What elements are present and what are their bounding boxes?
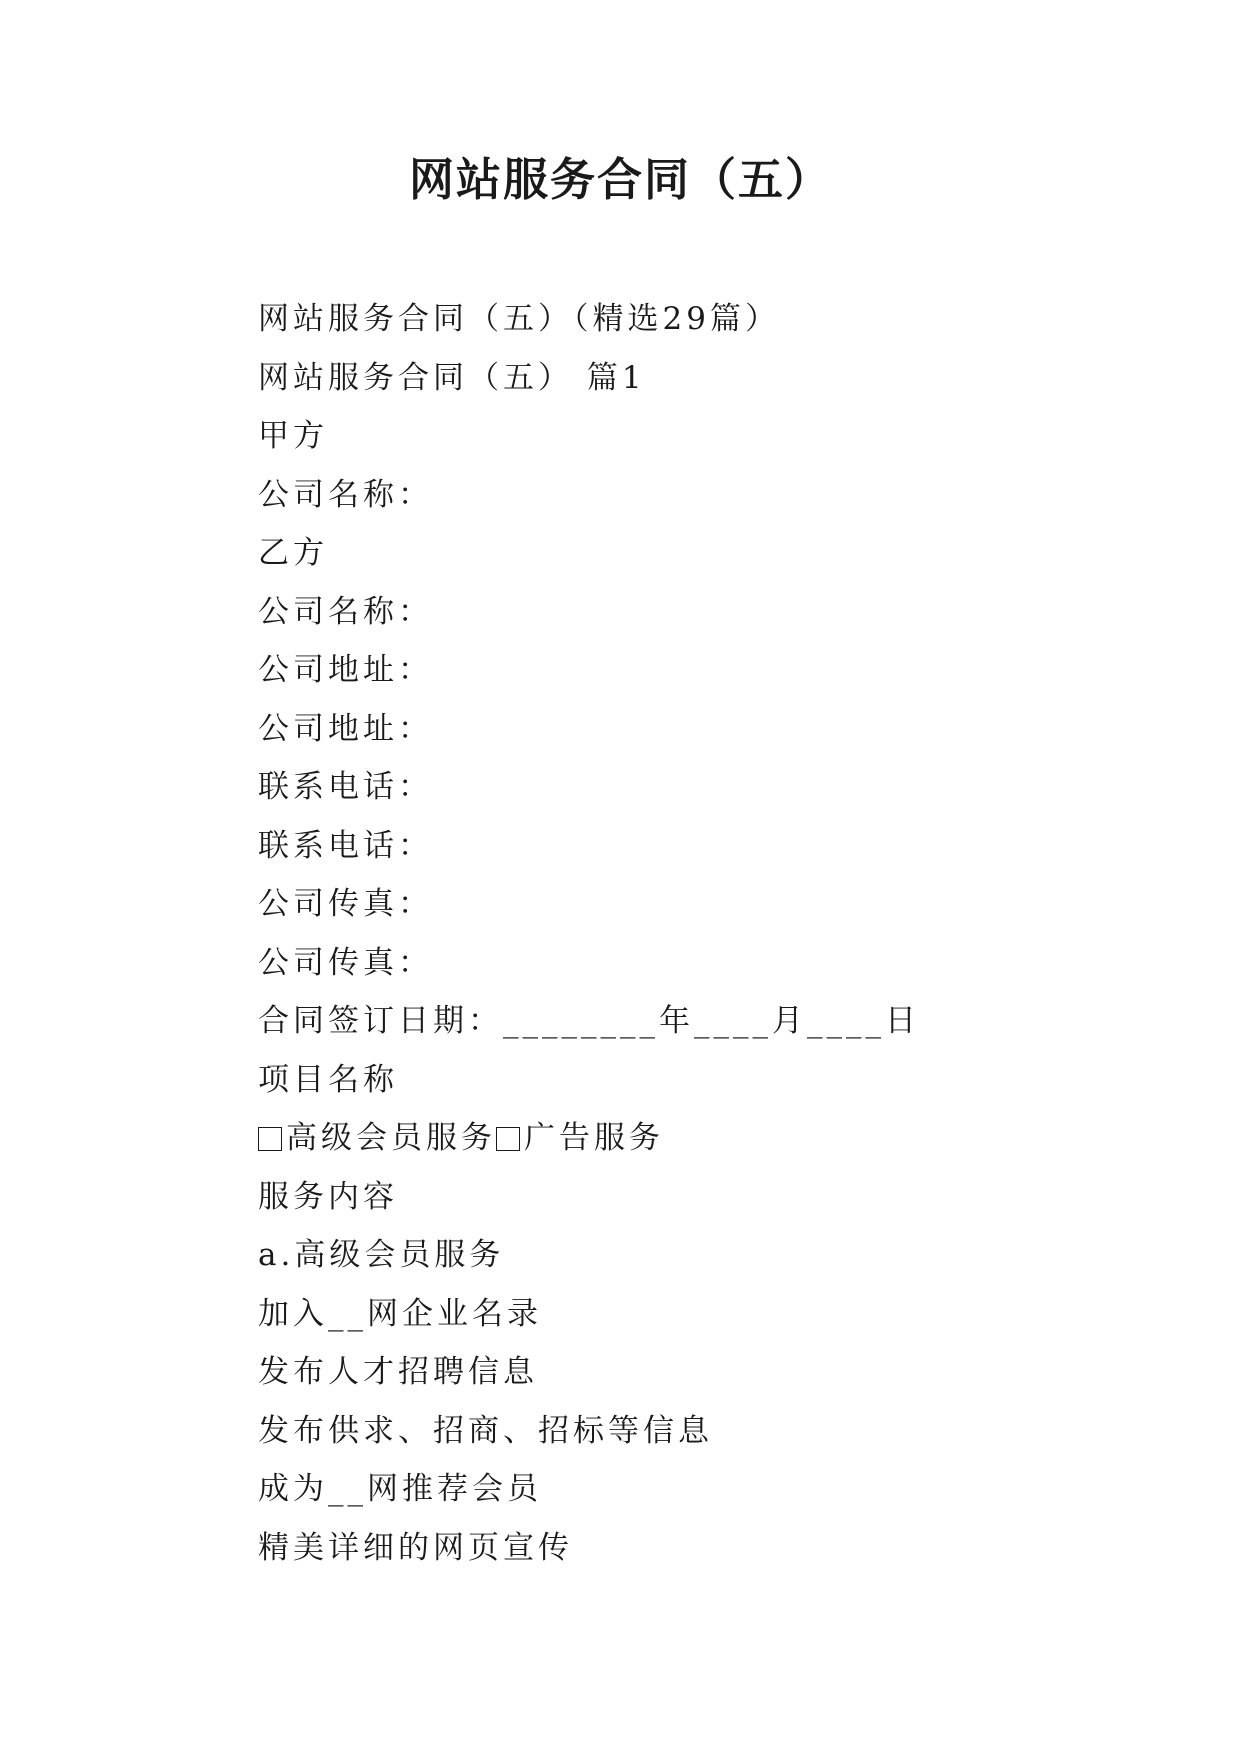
party-b-label: 乙方 <box>258 535 328 571</box>
list-item: a.高级会员服务 <box>258 1237 505 1273</box>
service-options-line <box>258 1109 1018 1168</box>
party-a-phone: 联系电话： <box>258 769 433 805</box>
section-heading: 网站服务合同（五） 篇1 <box>258 359 646 396</box>
project-name-label: 项目名称 <box>258 1061 398 1098</box>
party-b-phone: 联系电话： <box>258 827 433 864</box>
service-content-heading: 服务内容 <box>258 1178 398 1215</box>
checkbox-icon[interactable] <box>258 1127 282 1151</box>
party-a-fax: 公司传真： <box>258 886 433 922</box>
party-a-label: 甲方 <box>258 418 328 454</box>
list-item: 发布人才招聘信息 <box>258 1354 538 1390</box>
list-item: 加入__网企业名录 <box>258 1295 542 1332</box>
subtitle-line: 网站服务合同（五）（精选29篇） <box>258 301 780 337</box>
list-item: 发布供求、招商、招标等信息 <box>258 1412 713 1449</box>
option-advertising: 广告服务 <box>524 1120 664 1156</box>
document-title: 网站服务合同（五） <box>408 153 832 206</box>
party-b-company-name: 公司名称： <box>258 593 433 630</box>
list-item: 成为__网推荐会员 <box>258 1471 542 1507</box>
party-b-fax: 公司传真： <box>258 944 433 981</box>
party-b-address: 公司地址： <box>258 710 433 747</box>
checkbox-icon[interactable] <box>496 1127 520 1151</box>
party-a-company-name: 公司名称： <box>258 476 433 513</box>
list-item: 精美详细的网页宣传 <box>258 1529 573 1566</box>
party-a-address: 公司地址： <box>258 652 433 688</box>
signing-date-line: 合同签订日期：________年____月____日 <box>258 1003 920 1039</box>
option-premium-membership: 高级会员服务 <box>286 1120 496 1156</box>
document-body <box>258 290 1018 1577</box>
